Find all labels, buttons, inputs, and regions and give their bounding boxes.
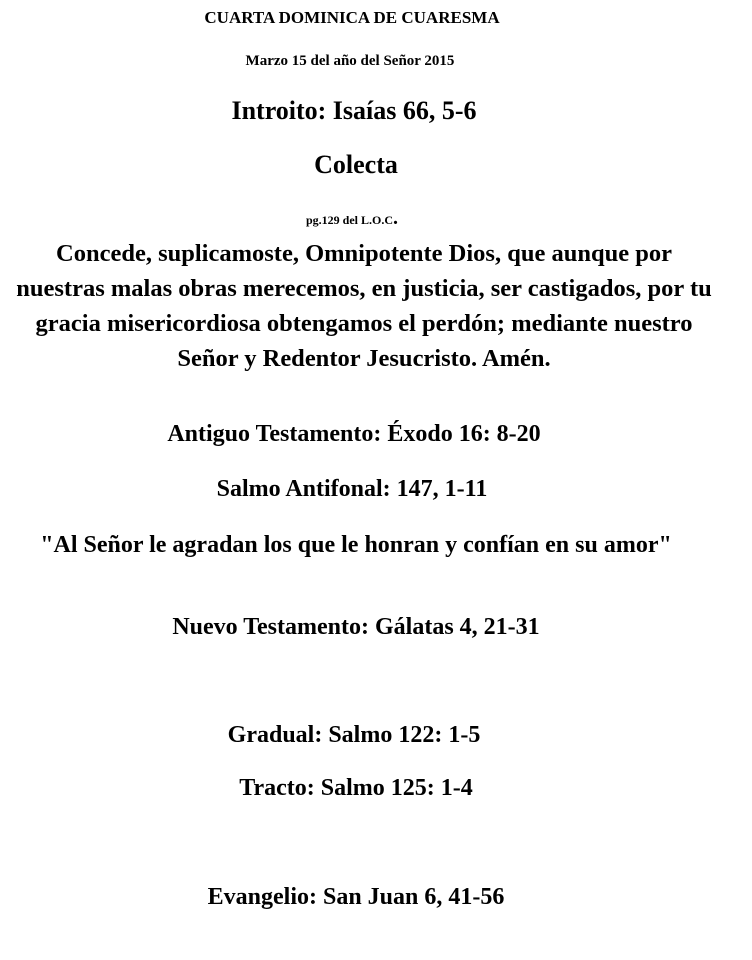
collect-heading: Colecta — [314, 150, 398, 179]
psalm-antiphon: "Al Señor le agradan los que le honran y confían en su amor" — [40, 532, 672, 558]
collect-reference-dot: . — [393, 207, 398, 229]
collect-reference — [0, 207, 728, 229]
new-testament-reading: Nuevo Testamento: Gálatas 4, 21-31 — [172, 614, 540, 640]
gospel-reading: Evangelio: San Juan 6, 41-56 — [207, 884, 505, 910]
gradual-reading: Gradual: Salmo 122: 1-5 — [227, 722, 481, 748]
document-title: CUARTA DOMINICA DE CUARESMA — [204, 8, 500, 27]
collect-prayer: Concede, suplicamoste, Omnipotente Dios, que aunque por nuestras malas obras merecemos, en justicia, ser castigados, por tu gracia misericordiosa obtengamos el perdón; mediante nuestro Señor y Redentor Jesucristo. Amén. — [16, 240, 712, 372]
document-date: Marzo 15 del año del Señor 2015 — [245, 53, 455, 69]
collect-reference-text: pg.129 del L.O.C — [305, 213, 393, 227]
tract-reading: Tracto: Salmo 125: 1-4 — [239, 775, 473, 801]
old-testament-reading: Antiguo Testamento: Éxodo 16: 8-20 — [167, 421, 541, 447]
introit-heading: Introito: Isaías 66, 5-6 — [231, 96, 477, 125]
antiphonal-psalm-heading: Salmo Antifonal: 147, 1-11 — [216, 476, 488, 502]
